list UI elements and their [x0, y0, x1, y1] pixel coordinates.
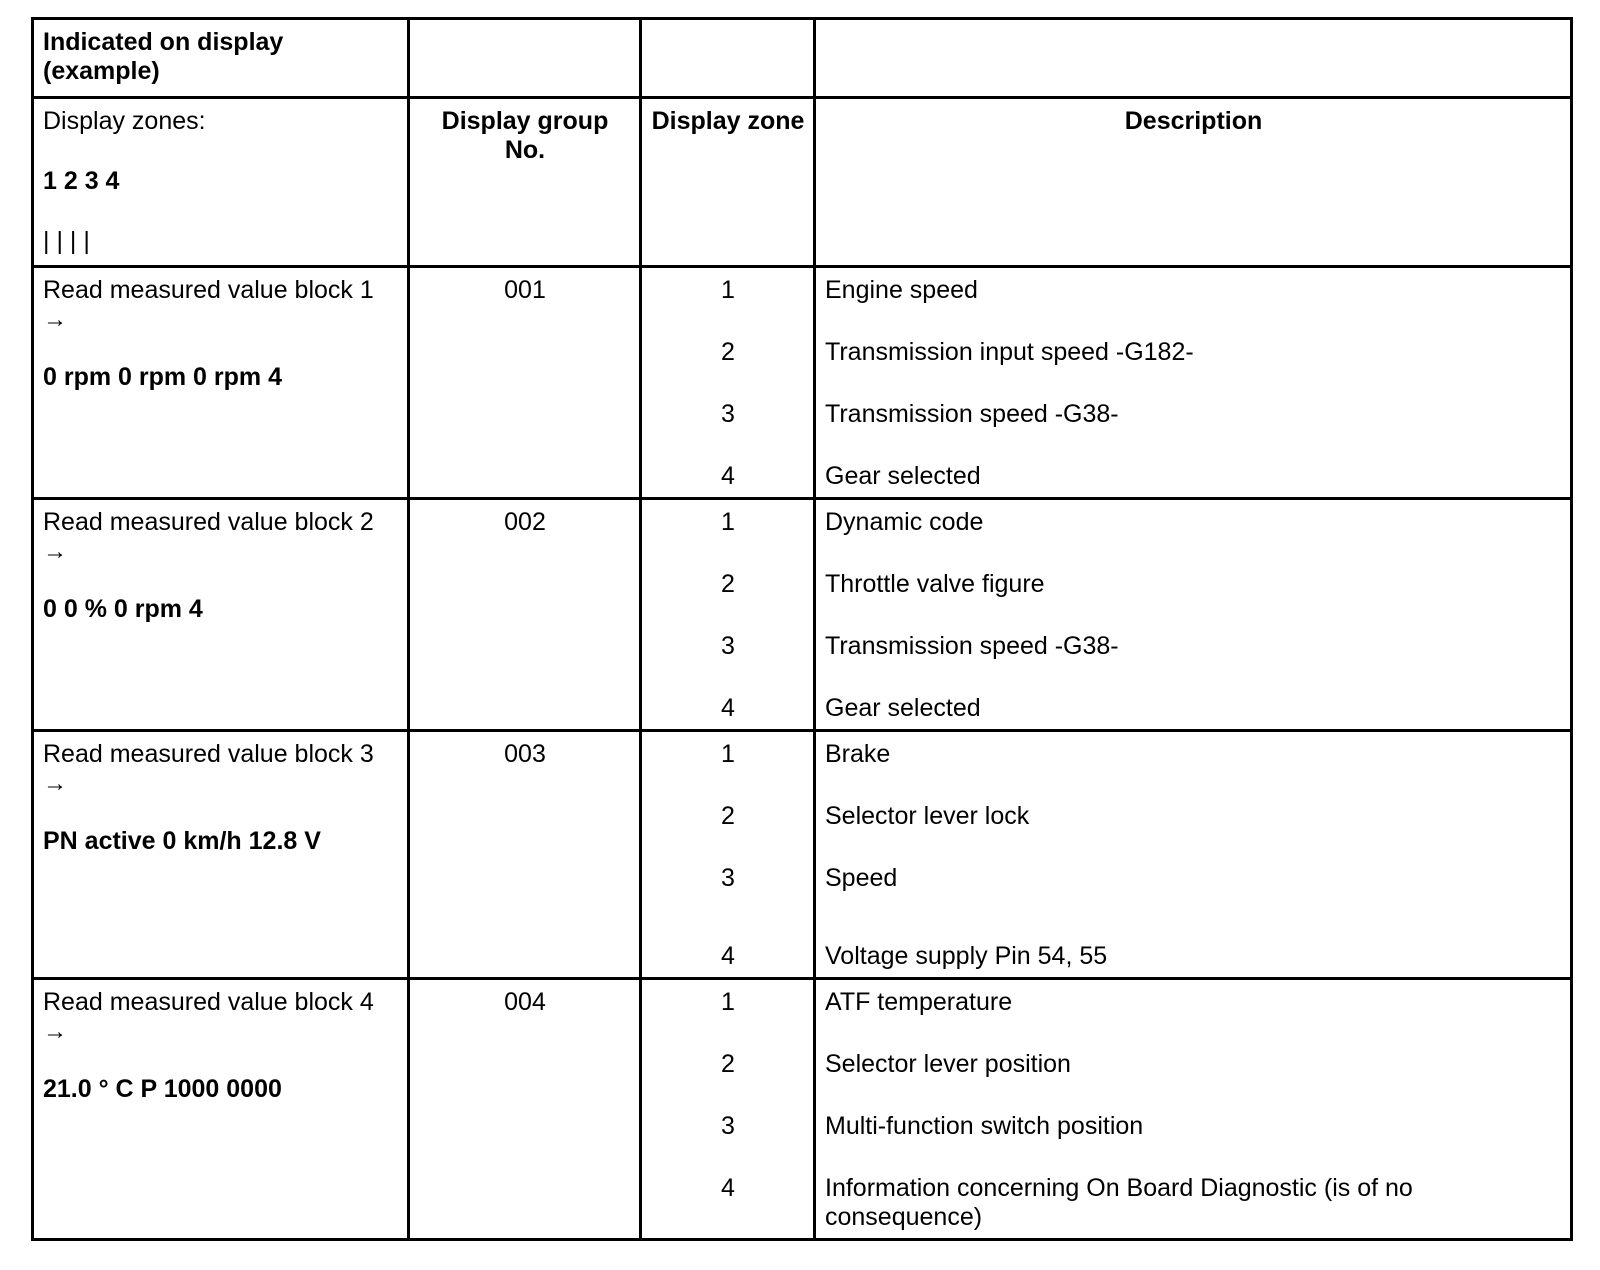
zone-description: Speed — [825, 864, 898, 892]
arrow-icon: → — [43, 306, 67, 333]
zone-description: ATF temperature — [825, 988, 1013, 1016]
block-indicated-cell — [33, 267, 409, 499]
block-row — [33, 979, 1572, 1240]
display-zone-header: Display zone — [641, 98, 815, 267]
description-cell — [815, 731, 1572, 979]
zone-number: 1 — [721, 276, 735, 304]
description-cell — [815, 267, 1572, 499]
display-group-number: 004 — [409, 979, 641, 1240]
zone-description: Multi-function switch position — [825, 1112, 1144, 1140]
measured-value-table — [31, 17, 1573, 1241]
zone-number: 3 — [721, 400, 735, 428]
arrow-icon: → — [43, 770, 67, 797]
zone-description: Dynamic code — [825, 508, 984, 536]
display-zone-cell — [641, 979, 815, 1240]
header-col2 — [409, 19, 641, 98]
description-header: Description — [815, 98, 1572, 267]
display-zones-numbers: 1 2 3 4 — [43, 167, 120, 195]
block-title: Read measured value block 1 — [43, 276, 374, 304]
block-title: Read measured value block 2 — [43, 508, 374, 536]
block-display-value: 0 0 % 0 rpm 4 — [43, 595, 203, 623]
zone-description: Gear selected — [825, 462, 981, 490]
zone-number: 4 — [721, 1174, 735, 1202]
blocks-body — [33, 267, 1572, 1240]
zone-description: Throttle valve figure — [825, 570, 1045, 598]
block-indicated-cell — [33, 979, 409, 1240]
block-row — [33, 267, 1572, 499]
block-title: Read measured value block 3 — [43, 740, 374, 768]
zone-number: 2 — [721, 570, 735, 598]
display-zone-cell — [641, 731, 815, 979]
arrow-icon: → — [43, 1018, 67, 1045]
zone-number: 2 — [721, 802, 735, 830]
zone-number: 2 — [721, 338, 735, 366]
display-zone-cell — [641, 499, 815, 731]
block-display-value: 21.0 ° C P 1000 0000 — [43, 1075, 282, 1103]
header-indicated: Indicated on display (example) — [33, 19, 409, 98]
zone-number: 2 — [721, 1050, 735, 1078]
display-group-number: 003 — [409, 731, 641, 979]
display-group-number: 002 — [409, 499, 641, 731]
display-group-header: Display group No. — [409, 98, 641, 267]
zone-description: Voltage supply Pin 54, 55 — [825, 942, 1108, 970]
zone-description: Transmission speed -G38- — [825, 632, 1119, 660]
description-cell — [815, 499, 1572, 731]
zone-number: 4 — [721, 462, 735, 490]
zone-description: Engine speed — [825, 276, 978, 304]
zone-number: 4 — [721, 942, 735, 970]
zone-description: Selector lever lock — [825, 802, 1030, 830]
zone-number: 3 — [721, 1112, 735, 1140]
arrow-icon: → — [43, 538, 67, 565]
display-zone-cell — [641, 267, 815, 499]
display-zones-cell — [33, 98, 409, 267]
display-zones-label: Display zones: — [43, 107, 206, 135]
block-title: Read measured value block 4 — [43, 988, 374, 1016]
zone-description: Selector lever position — [825, 1050, 1071, 1078]
display-zones-bars: | | | | — [43, 227, 90, 255]
header-col3 — [641, 19, 815, 98]
zone-description: Brake — [825, 740, 891, 768]
block-row — [33, 499, 1572, 731]
block-indicated-cell — [33, 499, 409, 731]
zone-description: Gear selected — [825, 694, 981, 722]
zone-number: 3 — [721, 864, 735, 892]
block-display-value: PN active 0 km/h 12.8 V — [43, 827, 321, 855]
header-col4 — [815, 19, 1572, 98]
zones-row — [33, 98, 1572, 267]
description-cell — [815, 979, 1572, 1240]
block-row — [33, 731, 1572, 979]
zone-number: 1 — [721, 740, 735, 768]
zone-number: 1 — [721, 508, 735, 536]
zone-number: 3 — [721, 632, 735, 660]
block-indicated-cell — [33, 731, 409, 979]
zone-description: Transmission input speed -G182- — [825, 338, 1194, 366]
zone-number: 4 — [721, 694, 735, 722]
zone-description: Information concerning On Board Diagnostic (is of no consequence) — [825, 1174, 1413, 1231]
header-row — [33, 19, 1572, 98]
display-group-number: 001 — [409, 267, 641, 499]
zone-number: 1 — [721, 988, 735, 1016]
zone-description: Transmission speed -G38- — [825, 400, 1119, 428]
block-display-value: 0 rpm 0 rpm 0 rpm 4 — [43, 363, 282, 391]
